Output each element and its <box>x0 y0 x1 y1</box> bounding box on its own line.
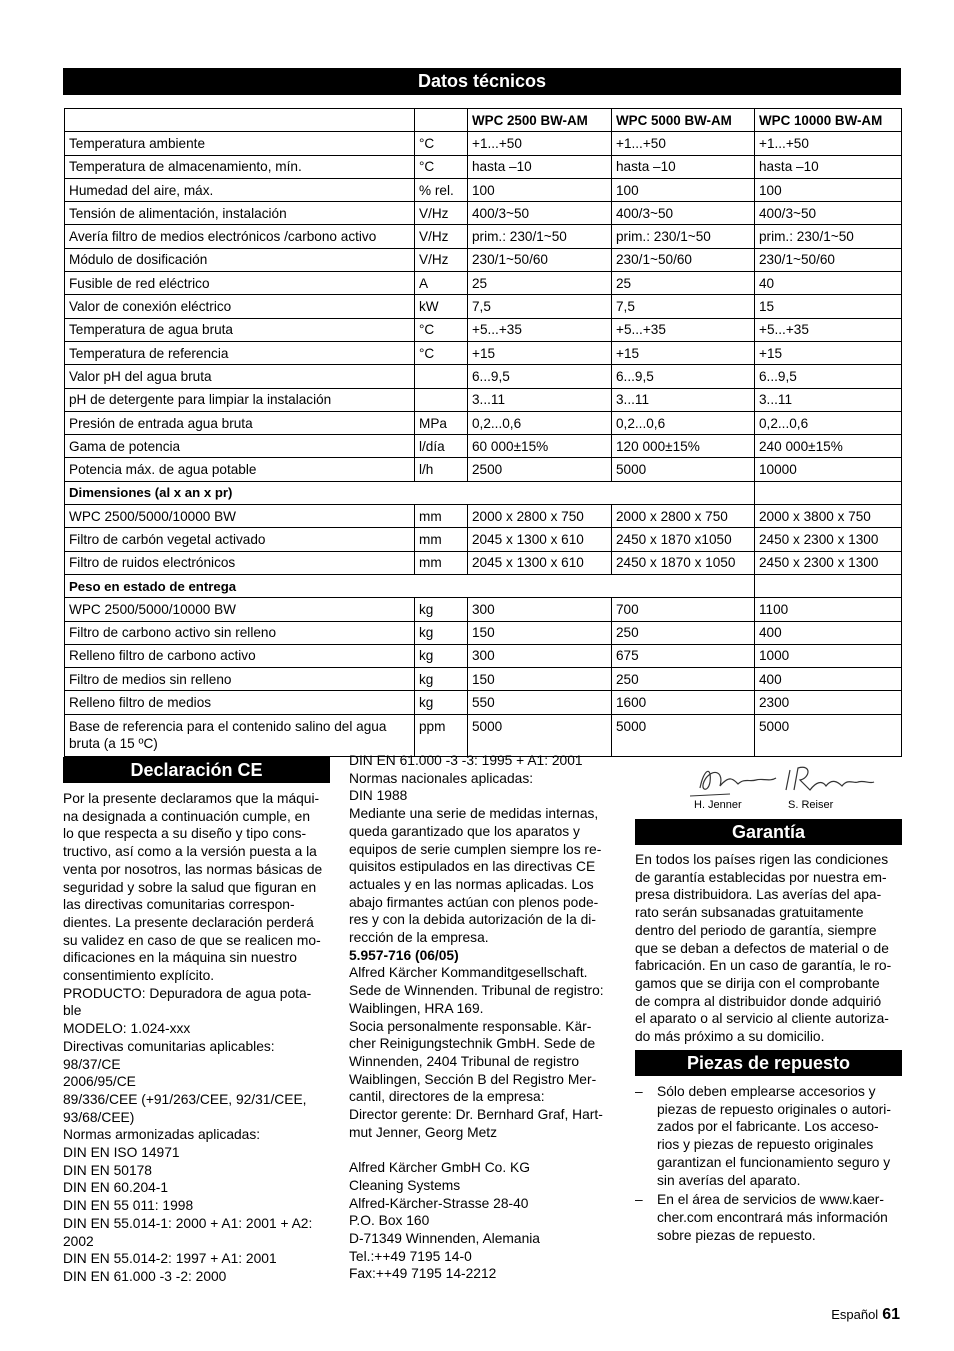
ce-text-line: DIN EN 60.204-1 <box>63 1180 169 1196</box>
table-cell-v1: 0,2...0,6 <box>468 411 612 434</box>
warranty-text-line: do más próximo a su domicilio. <box>635 1029 825 1045</box>
list-item-line: En el área de servicios de www.kaer- <box>657 1192 884 1208</box>
ce-text-line: ble <box>63 1003 82 1019</box>
table-cell-label: Tensión de alimentación, instalación <box>65 202 415 225</box>
table-row <box>65 435 902 458</box>
table-cell-label: Presión de entrada agua bruta <box>65 411 415 434</box>
ce-declaration-heading: Declaración CE <box>63 757 330 783</box>
ce-text-line: tructivo, así como a la versión puesta a la <box>63 844 317 860</box>
table-cell-label: Filtro de carbono activo sin relleno <box>65 621 415 644</box>
table-cell-unit: kg <box>415 598 468 621</box>
ce-text-line: rección de la empresa. <box>349 930 489 946</box>
ce-text-line: dientes. La presente declaración perderá <box>63 914 314 930</box>
table-cell-label: Temperatura de agua bruta <box>65 318 415 341</box>
table-cell-v2: 230/1~50/60 <box>612 248 755 271</box>
ce-text-line: las directivas comunitarias correspon- <box>63 897 295 913</box>
table-cell-unit: ppm <box>415 714 468 756</box>
table-cell <box>755 574 902 597</box>
table-cell-v2: 250 <box>612 621 755 644</box>
list-item <box>635 1083 903 1189</box>
header-model-5000: WPC 5000 BW-AM <box>612 109 755 132</box>
table-cell-unit: l/día <box>415 435 468 458</box>
company-info-line: mut Jenner, Georg Metz <box>349 1124 497 1140</box>
table-row <box>65 272 902 295</box>
ce-text-line: Directivas comunitarias aplicables: <box>63 1038 275 1054</box>
address-line: Alfred Kärcher GmbH Co. KG <box>349 1160 530 1176</box>
ce-text-line: seguridad y sobre la salud que figuran en <box>63 879 317 895</box>
section-label: Peso en estado de entrega <box>65 574 755 597</box>
table-cell-v3: +1...+50 <box>755 132 902 155</box>
warranty-text-line: En todos los países rigen las condiciones <box>635 852 889 867</box>
table-cell-v1: 100 <box>468 178 612 201</box>
table-cell-unit: mm <box>415 528 468 551</box>
table-cell-label: Humedad del aire, máx. <box>65 178 415 201</box>
table-row <box>65 644 902 667</box>
ce-text-line: 89/336/CEE (+91/263/CEE, 92/31/CEE, <box>63 1091 307 1107</box>
ce-text-line: DIN EN 61.000 -3 -3: 1995 + A1: 2001 <box>349 753 583 768</box>
table-row <box>65 365 902 388</box>
table-cell-v2: prim.: 230/1~50 <box>612 225 755 248</box>
list-item-line: rios y piezas de repuesto originales <box>657 1137 874 1153</box>
ce-text-line: DIN EN 61.000 -3 -2: 2000 <box>63 1268 227 1284</box>
ce-text-line: DIN 1988 <box>349 788 408 804</box>
table-cell-v1: 300 <box>468 644 612 667</box>
ce-text-line: DIN EN ISO 14971 <box>63 1145 180 1161</box>
table-cell-unit: V/Hz <box>415 248 468 271</box>
table-cell-v2: hasta –10 <box>612 155 755 178</box>
ce-text-line: equipos de serie cumplen siempre los re- <box>349 841 602 857</box>
table-cell-v3: 400 <box>755 621 902 644</box>
table-cell-unit: l/h <box>415 458 468 481</box>
table-cell-unit: V/Hz <box>415 225 468 248</box>
table-cell-v1: 60 000±15% <box>468 435 612 458</box>
table-cell-unit: kg <box>415 691 468 714</box>
document-number: 5.957-716 (06/05) <box>349 947 459 963</box>
table-cell-v2: 3...11 <box>612 388 755 411</box>
table-row <box>65 341 902 364</box>
table-section-row <box>65 574 902 597</box>
footer-language: Español <box>831 1307 879 1322</box>
table-cell-label: Temperatura de almacenamiento, mín. <box>65 155 415 178</box>
ce-text-line: 2006/95/CE <box>63 1074 136 1090</box>
table-row <box>65 388 902 411</box>
table-cell-v3: 3...11 <box>755 388 902 411</box>
table-cell-v3: 2450 x 2300 x 1300 <box>755 528 902 551</box>
ce-text-line: Normas nacionales aplicadas: <box>349 770 534 786</box>
ce-text-line: su validez en caso de que se realicen mo- <box>63 932 321 948</box>
table-cell-unit: % rel. <box>415 178 468 201</box>
table-row <box>65 528 902 551</box>
list-item <box>635 1191 903 1244</box>
ce-text-line: na designada a continuación cumple, en <box>63 808 310 824</box>
company-info-line: cher Reinigungstechnik GmbH. Sede de <box>349 1036 596 1052</box>
warranty-text-line: gamos que se dirija con el comprobante <box>635 975 880 991</box>
ce-text-line: 93/68/CEE) <box>63 1109 135 1125</box>
table-cell-label: Avería filtro de medios electrónicos /carbono activo <box>65 225 415 248</box>
table-cell-label: WPC 2500/5000/10000 BW <box>65 598 415 621</box>
warranty-text-line: que se deban a defectos de material o de <box>635 940 889 956</box>
table-cell-v3: hasta –10 <box>755 155 902 178</box>
ce-declaration-continued <box>349 752 617 1283</box>
warranty-text-line: fabricación. En un caso de garantía, le ro- <box>635 958 892 974</box>
table-cell-v2: +1...+50 <box>612 132 755 155</box>
table-cell-v1: 150 <box>468 668 612 691</box>
table-row <box>65 668 902 691</box>
table-cell-v3: 6...9,5 <box>755 365 902 388</box>
address-line: Cleaning Systems <box>349 1177 461 1193</box>
table-cell-v2: 100 <box>612 178 755 201</box>
table-cell-v2: 400/3~50 <box>612 202 755 225</box>
table-cell-label: Valor pH del agua bruta <box>65 365 415 388</box>
table-cell-unit <box>415 365 468 388</box>
header-model-2500: WPC 2500 BW-AM <box>468 109 612 132</box>
table-cell-v3: prim.: 230/1~50 <box>755 225 902 248</box>
ce-text-line: consentimiento explícito. <box>63 968 215 984</box>
tech-data-table <box>64 108 902 757</box>
table-cell-v2: 2450 x 1870 x 1050 <box>612 551 755 574</box>
table-cell-v3: 40 <box>755 272 902 295</box>
warranty-text-line: presa distribuidora. Las averías del apa- <box>635 887 882 903</box>
table-row <box>65 248 902 271</box>
ce-text-line: Por la presente declaramos que la máqui- <box>63 791 320 806</box>
table-cell-label: Relleno filtro de medios <box>65 691 415 714</box>
table-cell-label: Filtro de carbón vegetal activado <box>65 528 415 551</box>
ce-text-line: DIN EN 55.014-2: 1997 + A1: 2001 <box>63 1251 277 1267</box>
table-cell-v2: 0,2...0,6 <box>612 411 755 434</box>
ce-text-line: abajo firmantes actúan con plenos pode- <box>349 894 599 910</box>
table-cell-v3: 5000 <box>755 714 902 756</box>
ce-declaration-text <box>63 790 331 1286</box>
table-cell-label: Gama de potencia <box>65 435 415 458</box>
table-cell-v1: 2000 x 2800 x 750 <box>468 505 612 528</box>
table-cell-v3: +15 <box>755 341 902 364</box>
table-row <box>65 411 902 434</box>
ce-text-line: actuales y en las normas aplicadas. Los <box>349 876 594 892</box>
table-cell-v2: 5000 <box>612 458 755 481</box>
table-row <box>65 714 902 756</box>
ce-text-line: DIN EN 50178 <box>63 1162 152 1178</box>
table-row <box>65 132 902 155</box>
ce-text-line: Normas armonizadas aplicadas: <box>63 1127 261 1143</box>
table-cell-label: Temperatura de referencia <box>65 341 415 364</box>
table-cell-label: Módulo de dosificación <box>65 248 415 271</box>
table-row <box>65 505 902 528</box>
table-cell-unit: kg <box>415 621 468 644</box>
table-cell-label: Fusible de red eléctrico <box>65 272 415 295</box>
table-cell-v1: 2500 <box>468 458 612 481</box>
table-cell-v1: 3...11 <box>468 388 612 411</box>
table-row <box>65 458 902 481</box>
table-row <box>65 178 902 201</box>
table-cell-label: pH de detergente para limpiar la instalación <box>65 388 415 411</box>
list-item-line: zados por el fabricante. Los acceso- <box>657 1119 879 1135</box>
table-cell-v1: 6...9,5 <box>468 365 612 388</box>
table-header-row <box>65 109 902 132</box>
table-cell-label: Base de referencia para el contenido salino del agua bruta (a 15 ºC) <box>65 714 415 756</box>
company-info-line: Waiblingen, HRA 169. <box>349 1000 484 1016</box>
list-item-line: sobre piezas de repuesto. <box>657 1227 816 1243</box>
warranty-heading: Garantía <box>635 819 902 845</box>
ce-text-line: PRODUCTO: Depuradora de agua pota- <box>63 985 312 1001</box>
table-cell-v3: 1100 <box>755 598 902 621</box>
warranty-text-line: el aparato o al servicio al cliente autoriza- <box>635 1011 889 1027</box>
table-cell-v1: prim.: 230/1~50 <box>468 225 612 248</box>
table-cell-v3: 100 <box>755 178 902 201</box>
header-cell <box>65 109 415 132</box>
table-row <box>65 295 902 318</box>
table-cell-unit: °C <box>415 318 468 341</box>
table-cell-v1: 2045 x 1300 x 610 <box>468 551 612 574</box>
table-row <box>65 598 902 621</box>
table-cell-v3: 230/1~50/60 <box>755 248 902 271</box>
table-cell-v2: 5000 <box>612 714 755 756</box>
ce-text-line: 2002 <box>63 1233 94 1249</box>
table-cell-label: Potencia máx. de agua potable <box>65 458 415 481</box>
dash-bullet-icon: – <box>635 1084 643 1099</box>
table-cell-label: Relleno filtro de carbono activo <box>65 644 415 667</box>
table-cell-v1: 400/3~50 <box>468 202 612 225</box>
table-cell-unit: kg <box>415 644 468 667</box>
table-cell-v3: 240 000±15% <box>755 435 902 458</box>
table-cell-v3: +5...+35 <box>755 318 902 341</box>
signature-jenner-icon <box>690 760 780 800</box>
ce-text-line: dificaciones en la máquina sin nuestro <box>63 950 297 966</box>
table-cell-v1: +5...+35 <box>468 318 612 341</box>
ce-text-line: quisitos estipulados en las directivas CE <box>349 859 596 875</box>
table-cell-label: Filtro de ruidos electrónicos <box>65 551 415 574</box>
table-cell-v2: 700 <box>612 598 755 621</box>
ce-text-line: res y con la debida autorización de la di- <box>349 912 596 928</box>
table-cell-v2: 25 <box>612 272 755 295</box>
table-cell-v1: 5000 <box>468 714 612 756</box>
table-cell-v1: +1...+50 <box>468 132 612 155</box>
company-info-line: Director gerente: Dr. Bernhard Graf, Hart- <box>349 1107 603 1123</box>
table-section-row <box>65 481 902 504</box>
table-cell-v1: hasta –10 <box>468 155 612 178</box>
table-cell-unit: A <box>415 272 468 295</box>
table-cell-v2: 675 <box>612 644 755 667</box>
list-item-line: sin averías del aparato. <box>657 1172 801 1188</box>
table-row <box>65 202 902 225</box>
table-cell-v3: 10000 <box>755 458 902 481</box>
ce-text-line: DIN EN 55 011: 1998 <box>63 1198 194 1214</box>
table-cell-label: Filtro de medios sin relleno <box>65 668 415 691</box>
address-line: Tel.:++49 7195 14-0 <box>349 1248 472 1264</box>
ce-text-line: Mediante una serie de medidas internas, <box>349 806 599 822</box>
table-cell-v2: +5...+35 <box>612 318 755 341</box>
company-info-line: Sede de Winnenden. Tribunal de registro: <box>349 983 604 999</box>
table-cell-v1: 150 <box>468 621 612 644</box>
address-line: Alfred-Kärcher-Strasse 28-40 <box>349 1195 529 1211</box>
table-cell-v1: 550 <box>468 691 612 714</box>
warranty-text-line: dentro del periodo de garantía, siempre <box>635 922 877 938</box>
header-model-10000: WPC 10000 BW-AM <box>755 109 902 132</box>
warranty-text-line: de garantía establecidas por nuestra em- <box>635 869 887 885</box>
spare-parts-list <box>635 1083 903 1246</box>
table-cell-v3: 1000 <box>755 644 902 667</box>
table-cell-v3: 2450 x 2300 x 1300 <box>755 551 902 574</box>
table-cell <box>755 481 902 504</box>
table-row <box>65 225 902 248</box>
table-cell-v2: 1600 <box>612 691 755 714</box>
table-cell-v3: 400 <box>755 668 902 691</box>
table-cell-v3: 2300 <box>755 691 902 714</box>
list-item-line: Sólo deben emplearse accesorios y <box>657 1084 876 1099</box>
table-cell-v3: 400/3~50 <box>755 202 902 225</box>
company-info-line: Winnenden, 2404 Tribunal de registro <box>349 1053 580 1069</box>
table-cell-v3: 0,2...0,6 <box>755 411 902 434</box>
header-cell <box>415 109 468 132</box>
table-cell-v1: 2045 x 1300 x 610 <box>468 528 612 551</box>
ce-text-line: lo que respecta a su diseño y tipo cons- <box>63 826 307 842</box>
dash-bullet-icon: – <box>635 1192 643 1208</box>
table-cell-v1: +15 <box>468 341 612 364</box>
table-row <box>65 318 902 341</box>
table-cell-label: Temperatura ambiente <box>65 132 415 155</box>
section-label: Dimensiones (al x an x pr) <box>65 481 755 504</box>
table-row <box>65 621 902 644</box>
ce-text-line: venta por nosotros, las normas básicas de <box>63 861 323 877</box>
address-line: D-71349 Winnenden, Alemania <box>349 1230 540 1246</box>
warranty-text <box>635 851 903 1046</box>
ce-text-line: DIN EN 55.014-1: 2000 + A1: 2001 + A2: <box>63 1215 313 1231</box>
company-info-line: Socia personalmente responsable. Kär- <box>349 1018 592 1034</box>
tech-data-heading: Datos técnicos <box>63 68 901 95</box>
table-cell-v2: 250 <box>612 668 755 691</box>
table-cell-unit: °C <box>415 132 468 155</box>
table-cell-v2: 2000 x 2800 x 750 <box>612 505 755 528</box>
list-item-line: piezas de repuesto originales o autori- <box>657 1101 891 1117</box>
table-cell-unit: kg <box>415 668 468 691</box>
table-cell-v2: 7,5 <box>612 295 755 318</box>
address-line: P.O. Box 160 <box>349 1213 430 1229</box>
table-cell-v2: 120 000±15% <box>612 435 755 458</box>
table-cell-unit: mm <box>415 505 468 528</box>
table-cell-unit <box>415 388 468 411</box>
page-footer <box>831 1306 900 1324</box>
table-row <box>65 691 902 714</box>
company-info-line: Waiblingen, Sección B del Registro Mer- <box>349 1071 597 1087</box>
table-cell-unit: MPa <box>415 411 468 434</box>
table-cell-v2: +15 <box>612 341 755 364</box>
ce-text-line: queda garantizado que los aparatos y <box>349 823 580 839</box>
list-item-line: garantizan el funcionamiento seguro y <box>657 1154 891 1170</box>
warranty-text-line: de compra al distribuidor donde adquirió <box>635 993 882 1009</box>
list-item-line: cher.com encontrará más información <box>657 1209 888 1225</box>
table-cell-unit: kW <box>415 295 468 318</box>
table-cell-v3: 15 <box>755 295 902 318</box>
company-info-line: cantil, directores de la empresa: <box>349 1089 545 1105</box>
signature-reiser-icon <box>782 760 877 800</box>
signer-1: H. Jenner <box>694 799 742 811</box>
table-cell-v1: 7,5 <box>468 295 612 318</box>
table-cell-v3: 2000 x 3800 x 750 <box>755 505 902 528</box>
table-cell-v1: 300 <box>468 598 612 621</box>
table-cell-label: Valor de conexión eléctrico <box>65 295 415 318</box>
ce-text-line: MODELO: 1.024-xxx <box>63 1021 191 1037</box>
table-row <box>65 551 902 574</box>
table-cell-unit: °C <box>415 155 468 178</box>
signer-2: S. Reiser <box>788 799 834 811</box>
table-cell-v2: 6...9,5 <box>612 365 755 388</box>
table-cell-v1: 230/1~50/60 <box>468 248 612 271</box>
table-cell-label: WPC 2500/5000/10000 BW <box>65 505 415 528</box>
table-cell-unit: mm <box>415 551 468 574</box>
table-cell-unit: V/Hz <box>415 202 468 225</box>
table-row <box>65 155 902 178</box>
address-line: Fax:++49 7195 14-2212 <box>349 1266 497 1282</box>
table-cell-v1: 25 <box>468 272 612 295</box>
spare-parts-heading: Piezas de repuesto <box>635 1050 902 1076</box>
company-info-line: Alfred Kärcher Kommanditgesellschaft. <box>349 965 588 981</box>
table-cell-unit: °C <box>415 341 468 364</box>
page-number: 61 <box>882 1306 900 1323</box>
ce-text-line: 98/37/CE <box>63 1056 121 1072</box>
table-cell-v2: 2450 x 1870 x1050 <box>612 528 755 551</box>
warranty-text-line: rato serán subsanadas gratuitamente <box>635 905 864 921</box>
